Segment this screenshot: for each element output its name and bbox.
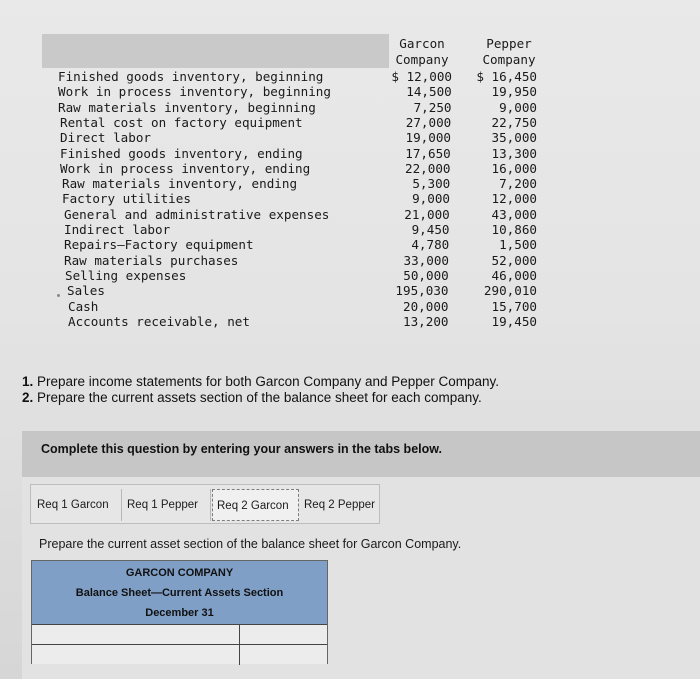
balance-sheet-header [32, 561, 327, 624]
table-row-label: Raw materials inventory, beginning [58, 99, 316, 115]
pepper-value: 43,000 [491, 206, 537, 222]
pepper-value: 46,000 [491, 267, 537, 283]
table-row-label: Repairs—Factory equipment [64, 237, 254, 253]
pepper-value: $ 16,450 [476, 69, 537, 84]
pepper-value: 15,700 [491, 298, 537, 314]
table-row-label: Finished goods inventory, beginning [58, 69, 324, 84]
column-divider [239, 645, 240, 665]
balance-sheet-row [32, 624, 327, 644]
column-header-pepper-line1: Pepper [486, 36, 532, 51]
instruction-item-1 [22, 374, 642, 390]
instruction-number-1: 1. [22, 374, 34, 389]
balance-sheet-label-input[interactable] [36, 647, 236, 662]
balance-sheet-date: December 31 [145, 607, 214, 619]
table-row-label: Sales [67, 283, 105, 299]
instruction-text-2: Prepare the current assets section of the balance sheet for each company. [37, 390, 482, 405]
pepper-value: 19,950 [491, 84, 537, 100]
tab-req2-garcon[interactable]: Req 2 Garcon [212, 489, 299, 521]
instruction-item-2 [22, 390, 642, 406]
table-row-label: Rental cost on factory equipment [60, 114, 303, 130]
garcon-value: 21,000 [404, 206, 450, 222]
question-instructions [22, 374, 642, 406]
pepper-value: 52,000 [491, 252, 537, 268]
balance-sheet-form [31, 560, 328, 664]
pepper-value: 16,000 [491, 160, 537, 176]
complete-banner [22, 431, 700, 477]
pepper-value: 1,500 [499, 237, 537, 253]
complete-banner-text: Complete this question by entering your answers in the tabs below. [41, 442, 442, 456]
instruction-text-1: Prepare income statements for both Garcon Company and Pepper Company. [37, 374, 500, 389]
garcon-value: 50,000 [403, 267, 449, 283]
table-row-label: Raw materials inventory, ending [62, 176, 298, 192]
pepper-value: 22,750 [491, 114, 537, 130]
table-row-label: Selling expenses [65, 267, 187, 283]
balance-sheet-label-input[interactable] [36, 627, 236, 642]
column-header-garcon-line1: Garcon [399, 36, 445, 51]
balance-sheet-amount-input[interactable] [244, 627, 322, 642]
balance-sheet-amount-input[interactable] [244, 647, 322, 662]
table-row-label: Work in process inventory, beginning [58, 84, 331, 100]
table-row-label: General and administrative expenses [64, 206, 330, 222]
garcon-value: 13,200 [403, 313, 449, 329]
tab-req2-pepper[interactable]: Req 2 Pepper [304, 499, 375, 511]
garcon-value: 5,300 [412, 176, 451, 192]
garcon-value: 4,780 [411, 237, 450, 253]
tab-req1-pepper[interactable]: Req 1 Pepper [123, 489, 211, 521]
pepper-value: 13,300 [491, 145, 537, 161]
pepper-value: 9,000 [499, 99, 537, 115]
table-row-label: Cash [68, 298, 99, 314]
table-row-label: Direct labor [60, 130, 151, 146]
garcon-value: 7,250 [413, 99, 452, 115]
tab-req1-garcon[interactable]: Req 1 Garcon [33, 489, 122, 521]
table-row-label: Indirect labor [64, 222, 171, 237]
garcon-value: 9,450 [411, 222, 450, 237]
bullet-dot [57, 294, 60, 297]
table-row-label: Finished goods inventory, ending [60, 145, 303, 161]
balance-sheet-company: GARCON COMPANY [125, 567, 234, 579]
pepper-value: 290,010 [483, 283, 537, 299]
table-row-label: Work in process inventory, ending [60, 160, 311, 176]
garcon-value: 17,650 [405, 145, 451, 161]
garcon-value: 33,000 [403, 252, 449, 268]
balance-sheet-row [32, 644, 327, 664]
table-header-band [42, 34, 389, 68]
garcon-value: 27,000 [405, 114, 452, 130]
column-header-pepper-line2: Company [482, 52, 536, 67]
tab-strip [30, 484, 380, 524]
column-header-garcon-line2: Company [395, 52, 449, 67]
column-divider [239, 625, 240, 645]
table-row-label: Accounts receivable, net [68, 313, 250, 329]
cost-data-table [42, 34, 654, 352]
garcon-value: $ 12,000 [391, 69, 452, 84]
table-row-label: Raw materials purchases [64, 252, 239, 268]
column-header-pepper [469, 36, 549, 68]
instruction-number-2: 2. [22, 390, 34, 405]
garcon-value: 20,000 [403, 298, 449, 314]
balance-sheet-section-title: Balance Sheet—Current Assets Section [75, 587, 284, 599]
pepper-value: 7,200 [499, 176, 537, 192]
garcon-value: 19,000 [405, 130, 451, 146]
table-row-label: Factory utilities [62, 191, 191, 207]
tab-instruction-text: Prepare the current asset section of the balance sheet for Garcon Company. [39, 537, 462, 551]
column-header-garcon [382, 36, 462, 68]
pepper-value: 19,450 [491, 313, 537, 329]
pepper-value: 10,860 [491, 222, 537, 237]
pepper-value: 35,000 [491, 130, 537, 146]
garcon-value: 9,000 [412, 191, 450, 207]
garcon-value: 22,000 [405, 160, 451, 176]
garcon-value: 195,030 [395, 283, 449, 299]
pepper-value: 12,000 [491, 191, 537, 207]
garcon-value: 14,500 [406, 84, 452, 100]
